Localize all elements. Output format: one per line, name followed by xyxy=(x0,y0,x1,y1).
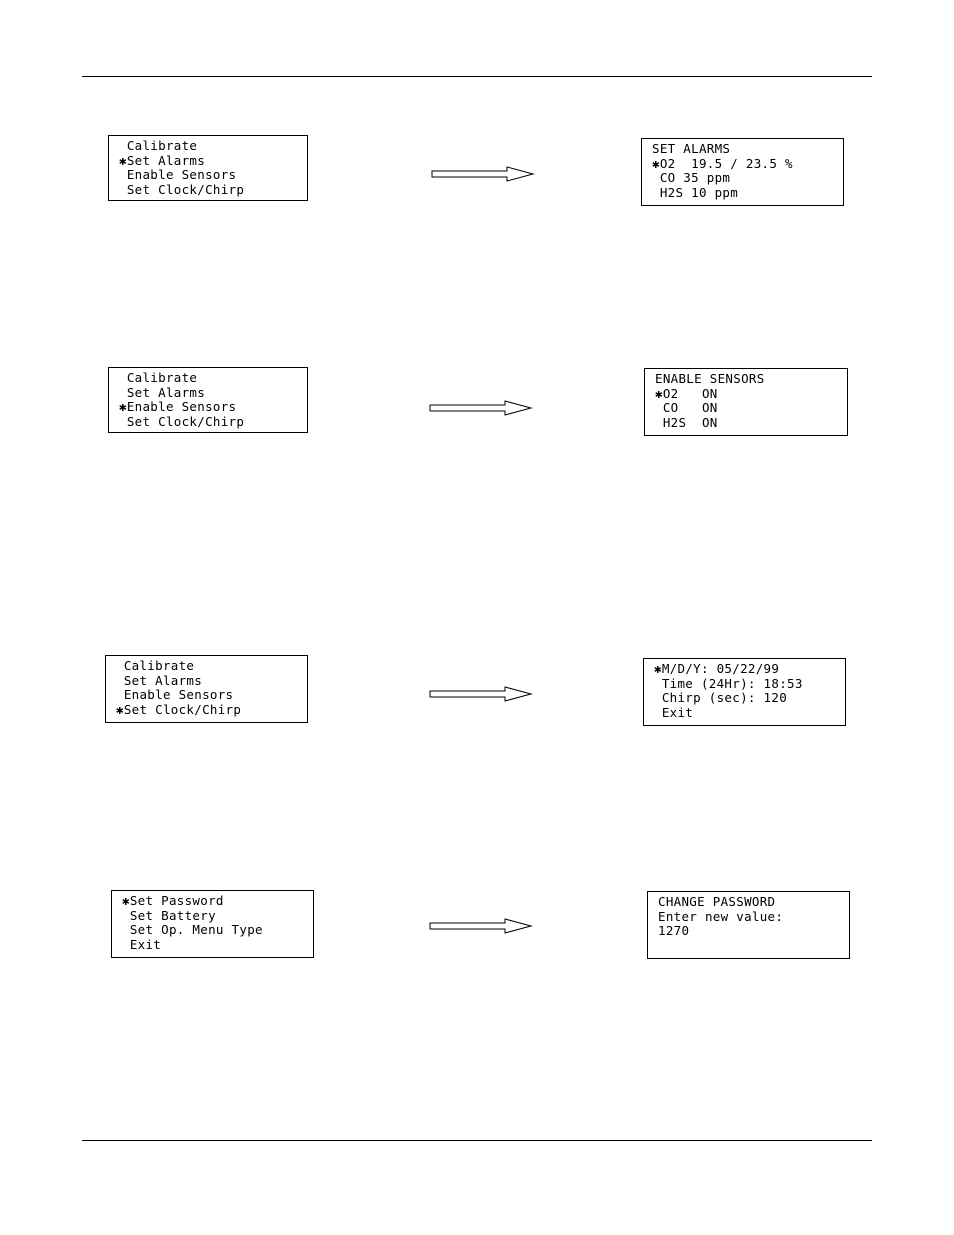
menu-line: Enable Sensors xyxy=(116,687,234,702)
menu-line-selected: ✱Set Clock/Chirp xyxy=(116,701,242,717)
result-screen-set-clock xyxy=(643,658,846,726)
sensor-line-h2s: H2S ON xyxy=(655,414,718,430)
menu-line: Set Alarms xyxy=(116,672,203,688)
footer-rule xyxy=(82,1140,872,1141)
time-line: Time (24Hr): 18:53 xyxy=(654,675,803,691)
alarm-line-co: CO 35 ppm xyxy=(652,170,731,185)
menu-screen-set-clock xyxy=(105,655,308,723)
menu-line: Set Clock/Chirp xyxy=(119,181,245,197)
menu-line-selected: ✱Enable Sensors xyxy=(119,399,237,414)
menu-line: Set Clock/Chirp xyxy=(119,413,245,429)
menu-line-selected: ✱Set Password xyxy=(122,893,224,908)
menu-line: Set Battery xyxy=(122,907,216,923)
menu-screen-set-password xyxy=(111,890,314,958)
password-value: 1270 xyxy=(658,923,690,938)
screen-title: CHANGE PASSWORD xyxy=(658,894,776,909)
date-line: ✱M/D/Y: 05/22/99 xyxy=(654,661,780,676)
sensor-line-co: CO ON xyxy=(655,400,718,415)
menu-line: Calibrate xyxy=(119,138,198,153)
chirp-line: Chirp (sec): 120 xyxy=(654,690,788,705)
menu-line: Exit xyxy=(122,936,162,952)
prompt-line: Enter new value: xyxy=(658,908,784,924)
sensor-line-o2: ✱O2 ON xyxy=(655,385,718,401)
alarm-line-h2s: H2S 10 ppm xyxy=(652,184,739,200)
menu-line: Set Alarms xyxy=(119,384,206,400)
right-arrow-icon xyxy=(431,166,535,182)
right-arrow-icon xyxy=(429,918,533,934)
screen-title: SET ALARMS xyxy=(652,141,731,156)
exit-line: Exit xyxy=(654,704,694,720)
result-screen-set-alarms xyxy=(641,138,844,206)
right-arrow-icon xyxy=(429,686,533,702)
menu-line: Enable Sensors xyxy=(119,167,237,182)
screen-title: ENABLE SENSORS xyxy=(655,371,765,386)
menu-line-selected: ✱Set Alarms xyxy=(119,152,206,168)
alarm-line-o2: ✱O2 19.5 / 23.5 % xyxy=(652,155,793,171)
menu-screen-enable-sensors xyxy=(108,367,308,433)
header-rule xyxy=(82,76,872,77)
result-screen-change-password xyxy=(647,891,850,959)
menu-screen-set-alarms xyxy=(108,135,308,201)
menu-line: Calibrate xyxy=(119,370,198,385)
menu-line: Calibrate xyxy=(116,658,195,673)
right-arrow-icon xyxy=(429,400,533,416)
result-screen-enable-sensors xyxy=(644,368,848,436)
menu-line: Set Op. Menu Type xyxy=(122,922,263,937)
